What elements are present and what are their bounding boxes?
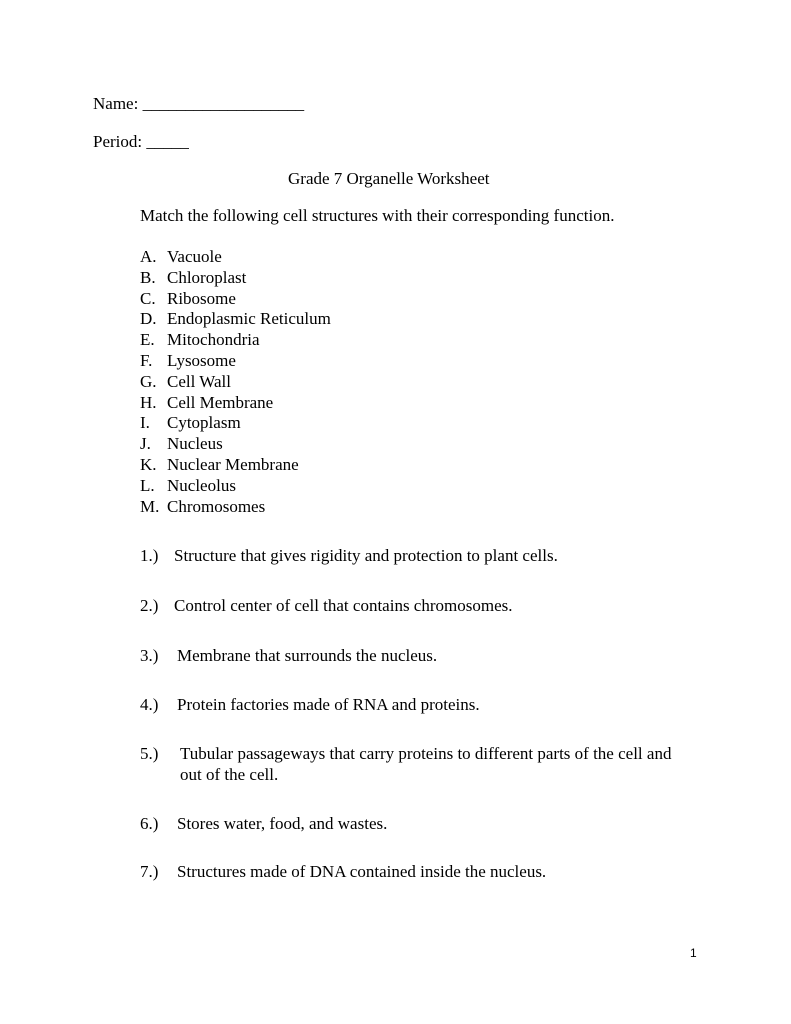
list-item [140,350,236,371]
list-item-letter: M. [140,497,160,516]
list-item-name: Nucleus [167,434,223,453]
question-number: 1.) [140,546,159,565]
list-item-name: Chloroplast [167,268,247,287]
question-item [140,694,677,715]
list-item-name: Ribosome [167,289,236,308]
question-item [140,645,677,666]
list-item [140,454,299,475]
page-number: 1 [690,946,697,960]
question-text: Control center of cell that contains chromosomes. [174,596,513,615]
page-title: Grade 7 Organelle Worksheet [288,169,490,188]
question-number: 4.) [140,695,159,714]
list-item [140,371,231,392]
list-item-letter: J. [140,434,151,453]
name-field: Name: ___________________ [93,94,305,113]
list-item-letter: B. [140,268,156,287]
list-item-letter: D. [140,309,157,328]
question-text: Structure that gives rigidity and protection to plant cells. [174,546,558,565]
question-item [140,545,674,566]
question-text: Membrane that surrounds the nucleus. [177,646,438,665]
list-item-letter: G. [140,372,157,391]
question-text: Protein factories made of RNA and proteins. [177,695,480,714]
question-number: 6.) [140,814,159,833]
list-item [140,475,236,496]
instructions: Match the following cell structures with their corresponding function. [140,206,615,225]
list-item-name: Cell Membrane [167,393,274,412]
list-item-letter: L. [140,476,155,495]
list-item [140,433,223,454]
list-item-name: Mitochondria [167,330,260,349]
period-field: Period: _____ [93,132,189,151]
list-item-letter: I. [140,413,150,432]
list-item-name: Cytoplasm [167,413,241,432]
question-item [140,743,680,785]
list-item-letter: F. [140,351,153,370]
list-item [140,392,273,413]
question-item [140,595,674,616]
question-number: 3.) [140,646,159,665]
list-item [140,267,246,288]
list-item-letter: C. [140,289,156,308]
list-item-letter: K. [140,455,157,474]
list-item-name: Nuclear Membrane [167,455,299,474]
list-item [140,288,236,309]
question-text: Stores water, food, and wastes. [177,814,388,833]
list-item-name: Chromosomes [167,497,266,516]
list-item-name: Vacuole [167,247,222,266]
question-number: 7.) [140,862,159,881]
list-item [140,308,331,329]
question-number: 5.) [140,744,159,763]
list-item-letter: H. [140,393,157,412]
question-text: Tubular passageways that carry proteins to different parts of the cell and out of the cell. [180,744,672,784]
question-text: Structures made of DNA contained inside the nucleus. [177,862,547,881]
list-item-name: Nucleolus [167,476,236,495]
list-item-name: Lysosome [167,351,236,370]
list-item [140,246,222,267]
list-item-name: Endoplasmic Reticulum [167,309,331,328]
list-item-letter: E. [140,330,155,349]
question-item [140,861,677,882]
question-item [140,813,677,834]
list-item [140,496,265,517]
list-item-name: Cell Wall [167,372,231,391]
list-item-letter: A. [140,247,157,266]
list-item [140,412,241,433]
list-item [140,329,260,350]
question-number: 2.) [140,596,159,615]
